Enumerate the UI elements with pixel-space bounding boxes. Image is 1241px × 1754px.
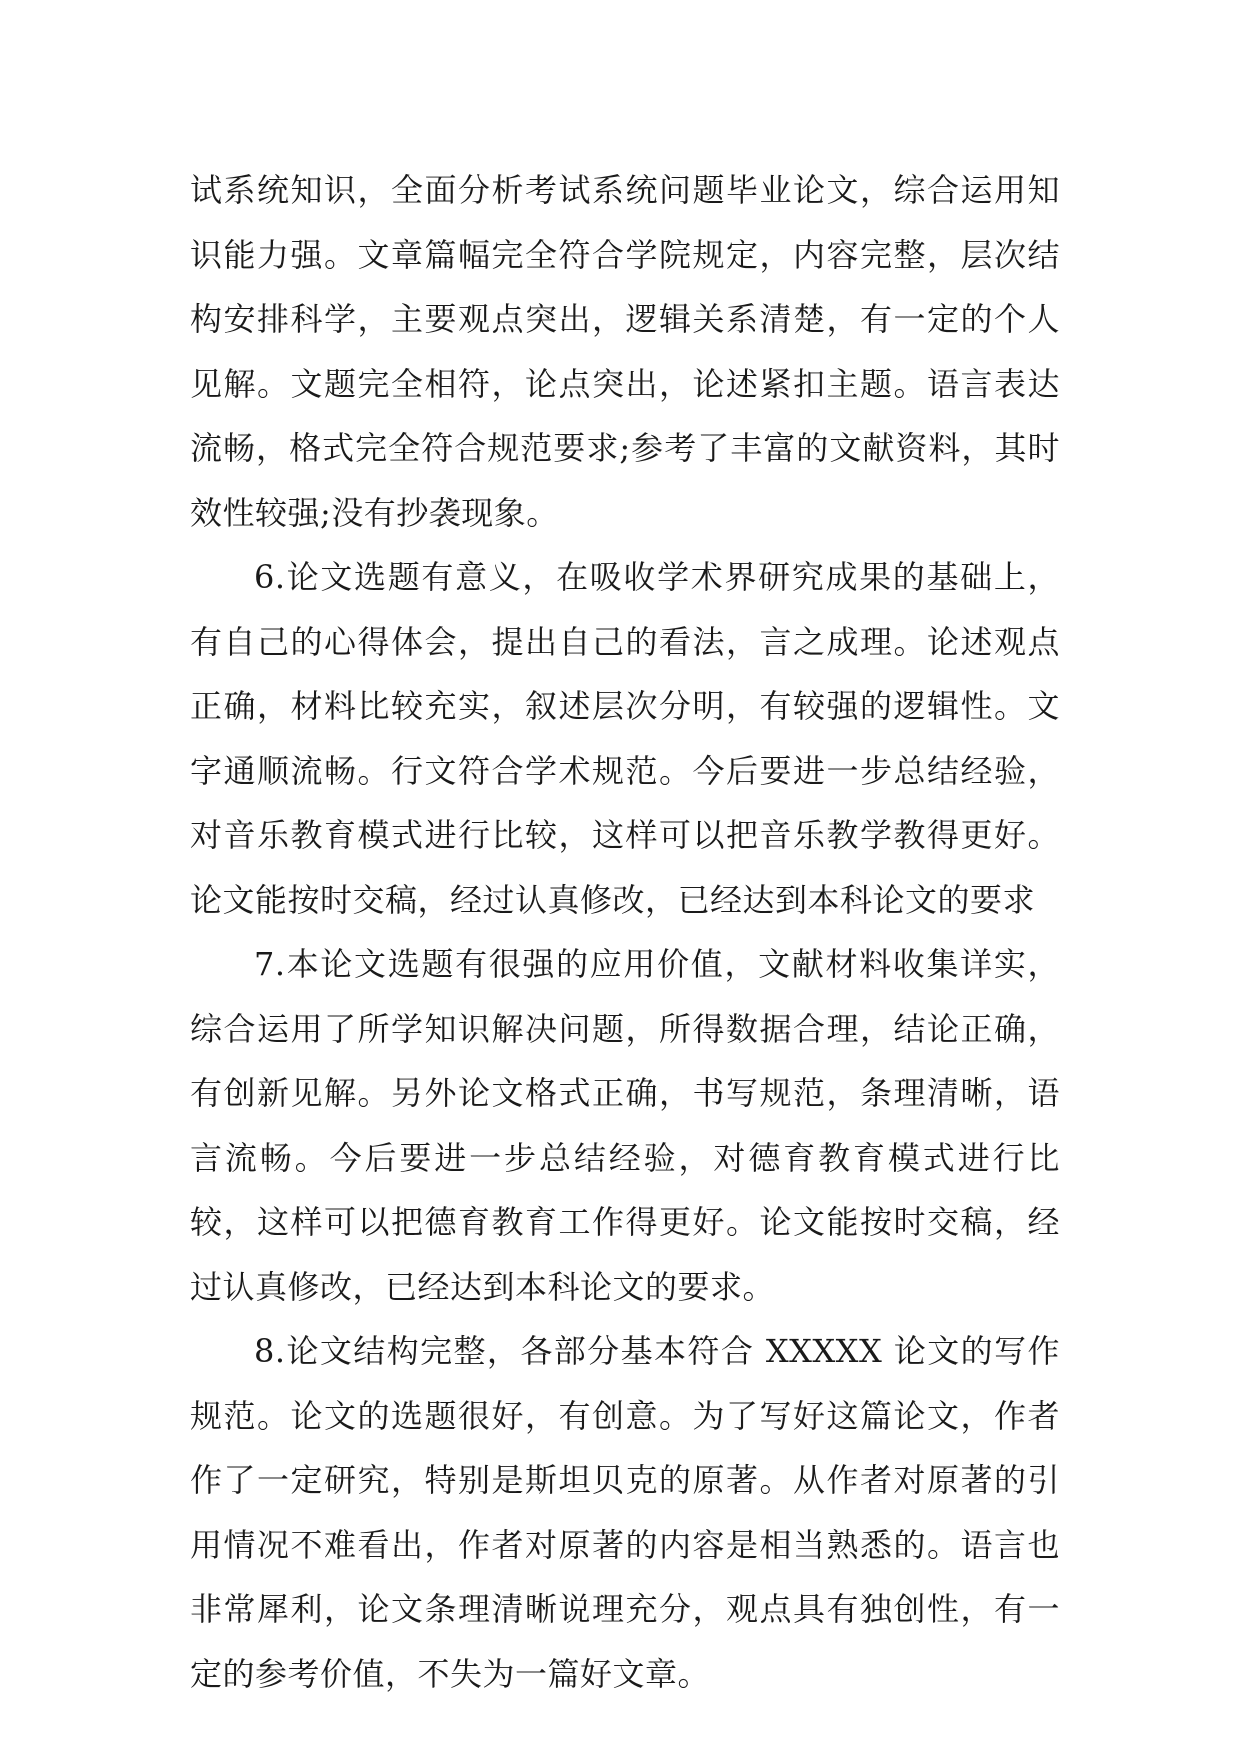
paragraph-item-6: 6.论文选题有意义，在吸收学术界研究成果的基础上，有自己的心得体会，提出自己的看法，言之成理。论述观点正确，材料比较充实，叙述层次分明，有较强的逻辑性。文字通顺流畅。行文符合学术规范。今后要进一步总结经验，对音乐教育模式进行比较，这样可以把音乐教学教得更好。论文能按时交稿，经过认真修改，已经达到本科论文的要求 xyxy=(190,558,1060,919)
paragraph-continuation: 试系统知识，全面分析考试系统问题毕业论文，综合运用知识能力强。文章篇幅完全符合学院规定，内容完整，层次结构安排科学，主要观点突出，逻辑关系清楚，有一定的个人见解。文题完全相符，论点突出，论述紧扣主题。语言表达流畅，格式完全符合规范要求;参考了丰富的文献资料，其时效性较强;没有抄袭现象。 xyxy=(190,171,1060,532)
paragraph-item-7: 7.本论文选题有很强的应用价值，文献材料收集详实，综合运用了所学知识解决问题，所得数据合理，结论正确，有创新见解。另外论文格式正确，书写规范，条理清晰，语言流畅。今后要进一步总结经验，对德育教育模式进行比较，这样可以把德育教育工作得更好。论文能按时交稿，经过认真修改，已经达到本科论文的要求。 xyxy=(190,945,1060,1306)
paragraph-item-8: 8.论文结构完整，各部分基本符合 XXXXX 论文的写作规范。论文的选题很好，有创意。为了写好这篇论文，作者作了一定研究，特别是斯坦贝克的原著。从作者对原著的引用情况不难看出，作者对原著的内容是相当熟悉的。语言也非常犀利，论文条理清晰说理充分，观点具有独创性，有一定的参考价值，不失为一篇好文章。 xyxy=(190,1332,1060,1693)
document-body xyxy=(190,158,1060,1706)
